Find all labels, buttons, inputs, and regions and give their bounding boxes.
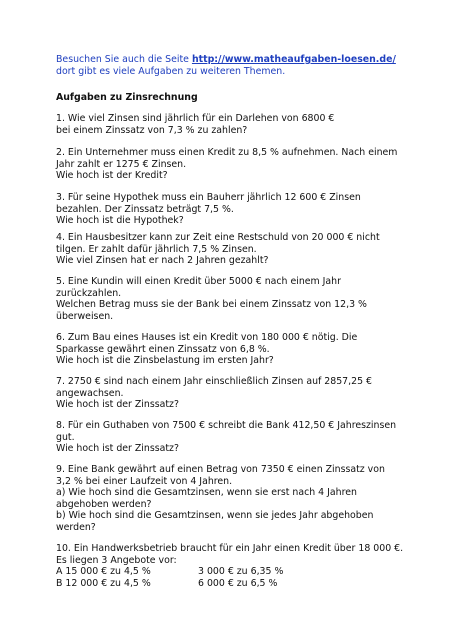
task-line: 4. Ein Hausbesitzer kann zur Zeit eine Restschuld von 20 000 € nicht — [56, 232, 380, 243]
task-line: Jahr zahlt er 1275 € Zinsen. — [56, 158, 187, 170]
task-2 — [56, 147, 406, 182]
task-line: Wie viel Zinsen hat er nach 2 Jahren gezahlt? — [56, 255, 269, 266]
task-line: Wie hoch ist die Zinsbelastung im ersten Jahr? — [56, 355, 274, 366]
offer-cell: 3 000 € zu 6,35 % — [198, 566, 284, 577]
task-line: 1. Wie viel Zinsen sind jährlich für ein Darlehen von 6800 € — [56, 113, 335, 124]
task-line: Sparkasse gewährt einen Zinssatz von 6,8 %. — [56, 343, 270, 355]
offer-cell: 6 000 € zu 6,5 % — [198, 577, 278, 589]
task-line: a) Wie hoch sind die Gesamtzinsen, wenn sie erst nach 4 Jahren — [56, 487, 357, 498]
task-line: werden? — [56, 521, 96, 533]
intro-line-2: dort gibt es viele Aufgaben zu weiteren Themen. — [56, 65, 286, 77]
task-line: 6. Zum Bau eines Hauses ist ein Kredit von 180 000 € nötig. Die — [56, 332, 358, 343]
task-line: überweisen. — [56, 310, 114, 322]
task-line: tilgen. Er zahlt dafür jährlich 7,5 % Zinsen. — [56, 243, 257, 255]
intro-block — [56, 54, 406, 77]
task-9 — [56, 464, 406, 533]
offer-row — [56, 578, 406, 590]
website-link[interactable]: http://www.matheaufgaben-loesen.de/ — [191, 54, 396, 65]
intro-line-1 — [56, 54, 406, 66]
task-line: Es liegen 3 Angebote vor: — [56, 554, 177, 566]
offer-cell: B 12 000 € zu 4,5 % — [56, 577, 151, 589]
task-line: Wie hoch ist der Kredit? — [56, 170, 168, 181]
page-heading: Aufgaben zu Zinsrechnung — [56, 92, 198, 103]
task-7 — [56, 376, 406, 411]
task-6 — [56, 332, 406, 367]
task-line: Wie hoch ist die Hypothek? — [56, 215, 184, 226]
task-line: Wie hoch ist der Zinssatz? — [56, 399, 179, 410]
task-line: 10. Ein Handwerksbetrieb braucht für ein Jahr einen Kredit über 18 000 €. — [56, 543, 404, 554]
task-1 — [56, 113, 406, 136]
task-line: Wie hoch ist der Zinssatz? — [56, 443, 179, 454]
task-line: 8. Für ein Guthaben von 7500 € schreibt die Bank 412,50 € Jahreszinsen — [56, 420, 397, 431]
task-line: angewachsen. — [56, 387, 124, 399]
task-3 — [56, 192, 406, 227]
task-line: bezahlen. Der Zinssatz beträgt 7,5 %. — [56, 203, 234, 215]
task-line: zurückzahlen. — [56, 287, 122, 299]
task-8 — [56, 420, 406, 455]
task-line: 5. Eine Kundin will einen Kredit über 5000 € nach einem Jahr — [56, 276, 341, 287]
task-line: bei einem Zinssatz von 7,3 % zu zahlen? — [56, 124, 248, 136]
task-line: 2. Ein Unternehmer muss einen Kredit zu 8,5 % aufnehmen. Nach einem — [56, 147, 398, 158]
task-line: 7. 2750 € sind nach einem Jahr einschließlich Zinsen auf 2857,25 € — [56, 376, 372, 387]
task-10 — [56, 543, 406, 589]
task-line: 9. Eine Bank gewährt auf einen Betrag von 7350 € einen Zinssatz von — [56, 464, 385, 475]
offer-cell: A 15 000 € zu 4,5 % — [56, 566, 151, 577]
offer-row — [56, 566, 406, 578]
task-line: b) Wie hoch sind die Gesamtzinsen, wenn sie jedes Jahr abgehoben — [56, 510, 374, 521]
task-4 — [56, 232, 406, 267]
task-line: gut. — [56, 431, 75, 443]
intro-prefix: Besuchen Sie auch die Seite — [56, 54, 192, 65]
task-line: Welchen Betrag muss sie der Bank bei einem Zinssatz von 12,3 % — [56, 299, 367, 310]
task-line: 3,2 % bei einer Laufzeit von 4 Jahren. — [56, 475, 233, 487]
task-5 — [56, 276, 406, 322]
task-line: 3. Für seine Hypothek muss ein Bauherr jährlich 12 600 € Zinsen — [56, 192, 361, 203]
task-line: abgehoben werden? — [56, 498, 152, 510]
